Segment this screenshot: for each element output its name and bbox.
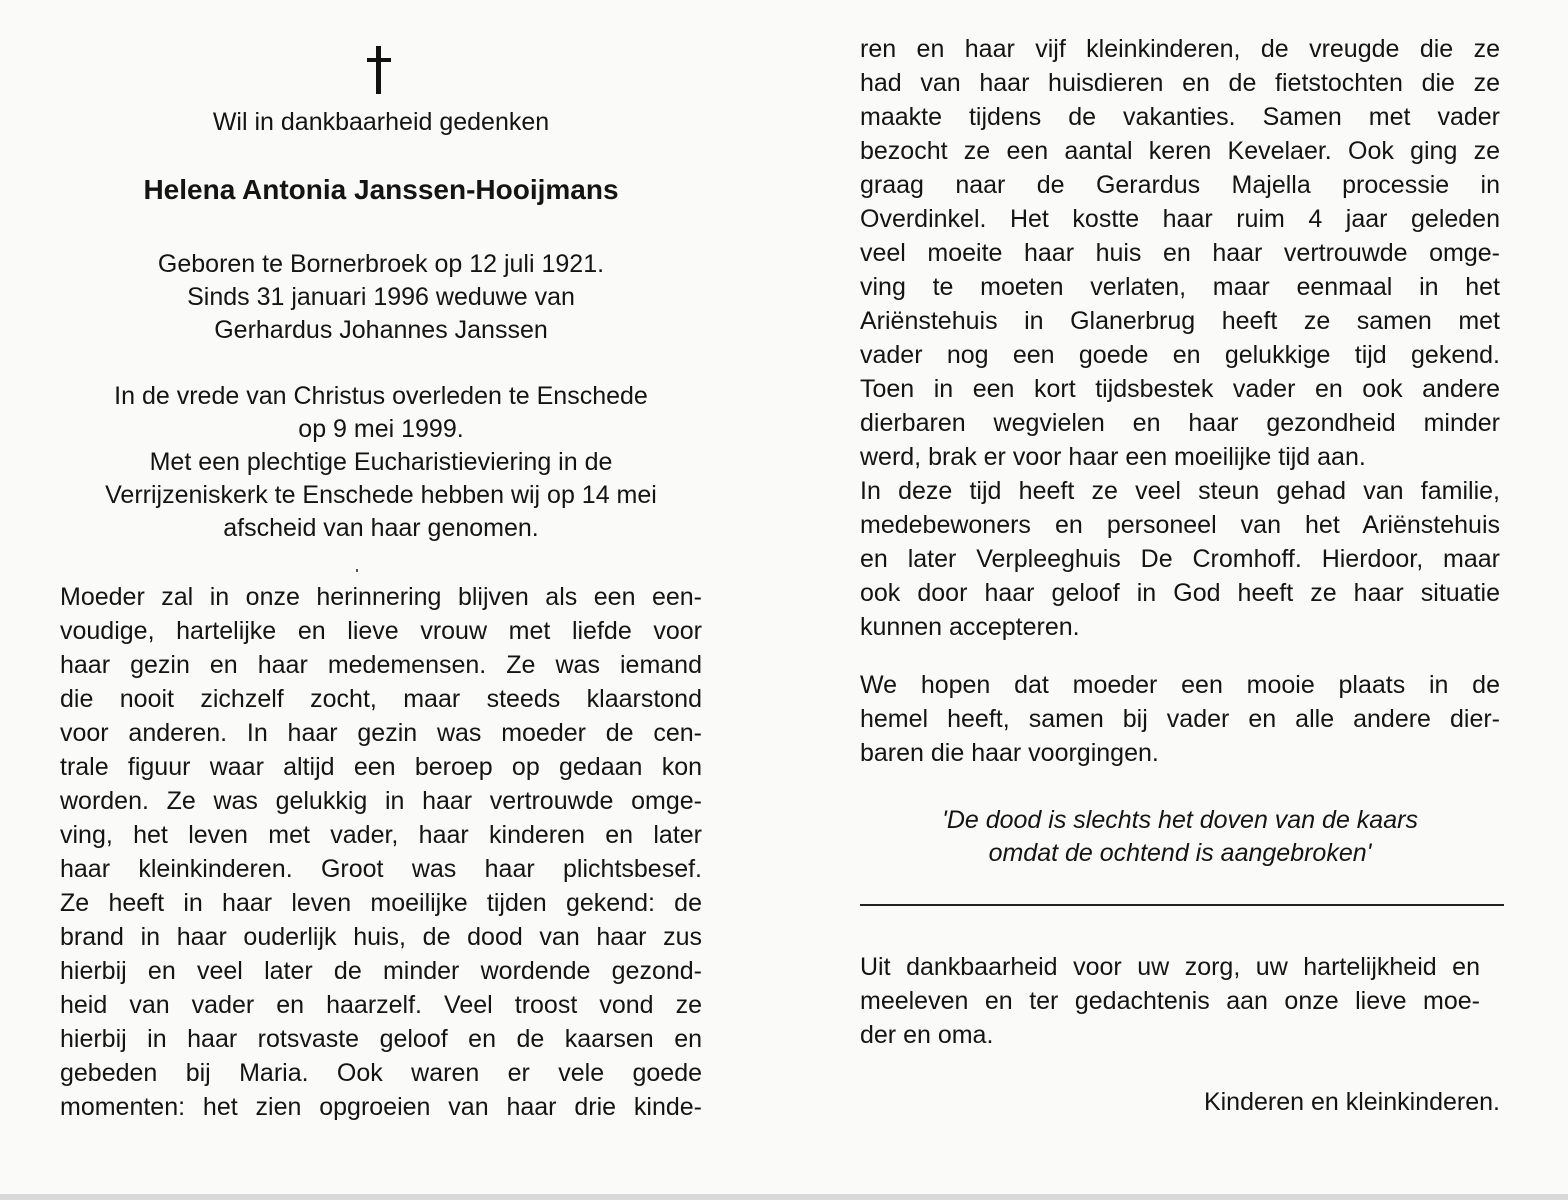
biography-line: Moeder zal in onze herinnering blijven als een een- [60, 583, 702, 611]
intro-text: Wil in dankbaarheid gedenken [212, 108, 550, 136]
biography-line: hierbij in haar rotsvaste geloof en de kaarsen en [60, 1025, 702, 1053]
death-line: Verrijzeniskerk te Enschede hebben wij op 14 mei [105, 481, 657, 509]
biography-line: en later Verpleeghuis De Cromhoff. Hierdoor, maar [860, 545, 1500, 573]
biography-line: Toen in een kort tijdsbestek vader en ook andere [860, 375, 1500, 403]
biography-line: had van haar huisdieren en de fietstochten die ze [860, 69, 1500, 97]
biography-line: momenten: het zien opgroeien van haar drie kinde- [60, 1093, 702, 1121]
death-line: op 9 mei 1999. [298, 415, 464, 443]
cross-icon-vertical [376, 46, 381, 94]
biography-line: bezocht ze een aantal keren Kevelaer. Ook ging ze [860, 137, 1500, 165]
biography-line: voor anderen. In haar gezin was moeder de cen- [60, 719, 702, 747]
scan-bottom-edge [0, 1194, 1568, 1200]
biography-line: ving, het leven met vader, haar kinderen en later [60, 821, 702, 849]
thanks-line: Uit dankbaarheid voor uw zorg, uw hartelijkheid en [860, 953, 1480, 981]
divider-line [860, 904, 1504, 906]
print-speck [356, 569, 358, 572]
hope-line: We hopen dat moeder een mooie plaats in de [860, 671, 1500, 699]
biography-line: ook door haar geloof in God heeft ze haar situatie [860, 579, 1500, 607]
birth-line: Gerhardus Johannes Janssen [214, 316, 548, 344]
biography-line: In deze tijd heeft ze veel steun gehad van familie, [860, 477, 1500, 505]
birth-info [60, 248, 702, 347]
biography-line: veel moeite haar huis en haar vertrouwde omge- [860, 239, 1500, 267]
biography-line: hierbij en veel later de minder wordende gezond- [60, 957, 702, 985]
thanks-paragraph [860, 950, 1480, 1052]
quote-line: omdat de ochtend is aangebroken' [988, 839, 1372, 867]
signature-text: Kinderen en kleinkinderen. [1203, 1088, 1500, 1116]
memorial-quote [860, 804, 1500, 870]
birth-line: Sinds 31 januari 1996 weduwe van [187, 283, 575, 311]
biography-line: maakte tijdens de vakanties. Samen met vader [860, 103, 1500, 131]
biography-line: Ariënstehuis in Glanerbrug heeft ze samen met [860, 307, 1500, 335]
thanks-line: meeleven en ter gedachtenis aan onze lieve moe- [860, 987, 1480, 1015]
deceased-name: Helena Antonia Janssen-Hooijmans [143, 174, 619, 205]
biography-line: Ze heeft in haar leven moeilijke tijden gekend: de [60, 889, 702, 917]
biography-line: heid van vader en haarzelf. Veel troost vond ze [60, 991, 702, 1019]
biography-line: haar kleinkinderen. Groot was haar plichtsbesef. [60, 855, 702, 883]
biography-line: haar gezin en haar medemensen. Ze was iemand [60, 651, 702, 679]
biography-line: medebewoners en personeel van het Ariënstehuis [860, 511, 1500, 539]
biography-line: werd, brak er voor haar een moeilijke tijd aan. [860, 443, 1366, 471]
cross-icon-horizontal [367, 58, 391, 62]
birth-line: Geboren te Bornerbroek op 12 juli 1921. [157, 250, 605, 278]
biography-line: voudige, hartelijke en lieve vrouw met liefde voor [60, 617, 702, 645]
biography-line: trale figuur waar altijd een beroep op gedaan kon [60, 753, 702, 781]
death-info [60, 380, 702, 545]
death-line: Met een plechtige Eucharistieviering in de [149, 448, 613, 476]
biography-right-column [860, 32, 1500, 644]
thanks-line: der en oma. [860, 1021, 994, 1049]
hope-paragraph [860, 668, 1500, 770]
death-line: In de vrede van Christus overleden te Enschede [114, 382, 648, 410]
biography-line: kunnen accepteren. [860, 613, 1080, 641]
death-line: afscheid van haar genomen. [223, 514, 539, 542]
biography-line: ving te moeten verlaten, maar eenmaal in het [860, 273, 1500, 301]
biography-left-column [60, 580, 702, 1124]
biography-line: ren en haar vijf kleinkinderen, de vreugde die ze [860, 35, 1500, 63]
biography-line: die nooit zichzelf zocht, maar steeds klaarstond [60, 685, 702, 713]
biography-line: vader nog een goede en gelukkige tijd gekend. [860, 341, 1500, 369]
biography-line: graag naar de Gerardus Majella processie in [860, 171, 1500, 199]
biography-line: worden. Ze was gelukkig in haar vertrouwde omge- [60, 787, 702, 815]
hope-line: hemel heeft, samen bij vader en alle andere dier- [860, 705, 1500, 733]
biography-line: dierbaren wegvielen en haar gezondheid minder [860, 409, 1500, 437]
quote-line: 'De dood is slechts het doven van de kaars [942, 806, 1418, 834]
hope-line: baren die haar voorgingen. [860, 739, 1159, 767]
biography-line: gebeden bij Maria. Ook waren er vele goede [60, 1059, 702, 1087]
biography-line: Overdinkel. Het kostte haar ruim 4 jaar geleden [860, 205, 1500, 233]
biography-line: brand in haar ouderlijk huis, de dood van haar zus [60, 923, 702, 951]
cross-icon [367, 46, 391, 94]
